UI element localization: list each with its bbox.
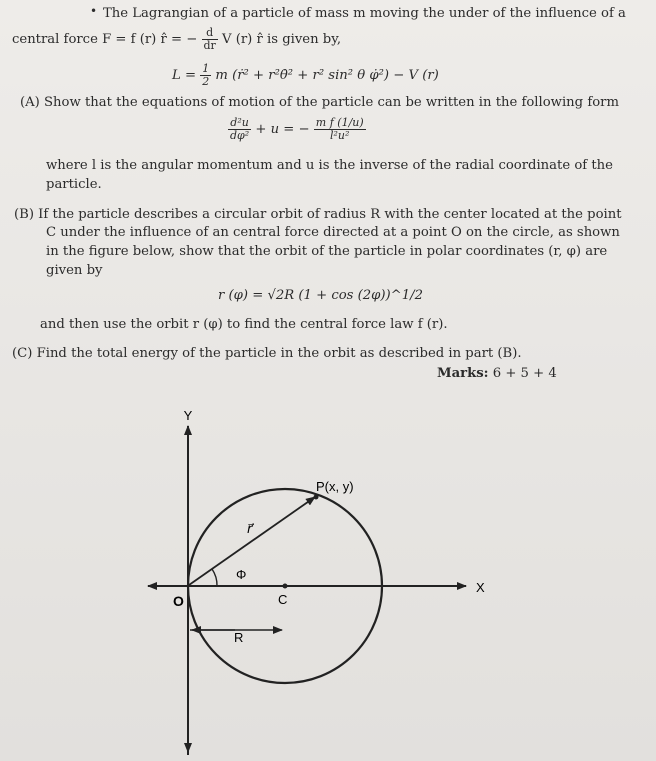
frac-numerator: d — [202, 27, 218, 40]
intro-line-2-text: central force F = f (r) r̂ = − — [12, 32, 198, 47]
origin-label: O — [173, 593, 184, 609]
part-a-text: (A) Show that the equations of motion of the particle can be written in the following form — [20, 95, 619, 110]
radius-vector-r — [189, 497, 315, 585]
eq-frac2-numerator: m f (1/u) — [315, 116, 364, 129]
lagrangian-rhs: m (ṙ² + r²θ̇² + r² sin² θ φ̇²) − V (r) — [215, 68, 439, 83]
frac-denominator: dr — [203, 39, 216, 52]
part-b-line-3: in the figure below, show that the orbit of the particle in polar coordinates (r, φ) are — [46, 244, 608, 259]
eq-frac2-denominator: l²u² — [330, 129, 350, 142]
half-denominator: 2 — [202, 75, 210, 88]
orbit-equation: r (φ) = √2R (1 + cos (2φ))^1/2 — [218, 288, 423, 303]
lagrangian-lhs: L = — [172, 68, 196, 83]
radius-label: R — [234, 630, 244, 645]
part-b-line-4: given by — [46, 263, 103, 278]
phi-label: Φ — [236, 567, 247, 582]
eq-frac1-denominator: dφ² — [230, 129, 250, 142]
eq-frac1-numerator: d²u — [228, 117, 251, 130]
marks-value: 6 + 5 + 4 — [492, 366, 557, 381]
marks-label: Marks: — [437, 366, 489, 381]
x-axis-label: X — [476, 580, 485, 595]
center-label: C — [278, 592, 288, 607]
intro-line-2-tail: V (r) r̂ is given by, — [222, 32, 342, 47]
eq-middle: + u = − — [255, 122, 310, 137]
part-a-where-line-2: particle. — [46, 177, 102, 192]
y-axis-label: Y — [183, 408, 193, 423]
r-vector-label: r⃗ — [247, 521, 253, 536]
point-p-label: P(x, y) — [316, 479, 354, 494]
part-b-line-1: (B) If the particle describes a circular orbit of radius R with the center located at the point — [14, 207, 622, 222]
half-numerator: 1 — [202, 62, 210, 75]
part-c-text: (C) Find the total energy of the particle in the orbit as described in part (B). — [12, 346, 522, 361]
phi-arc — [212, 569, 217, 586]
bullet-dot: • — [90, 4, 98, 18]
part-b-after: and then use the orbit r (φ) to find the central force law f (r). — [40, 317, 448, 332]
point-p-dot — [314, 495, 319, 500]
part-a-where-line-1: where l is the angular momentum and u is the inverse of the radial coordinate of the — [46, 158, 613, 173]
intro-line-1: The Lagrangian of a particle of mass m moving the under of the influence of a — [103, 6, 626, 21]
center-c-dot — [283, 584, 288, 589]
part-b-line-2: C under the influence of an central force directed at a point O on the circle, as shown — [46, 225, 620, 240]
